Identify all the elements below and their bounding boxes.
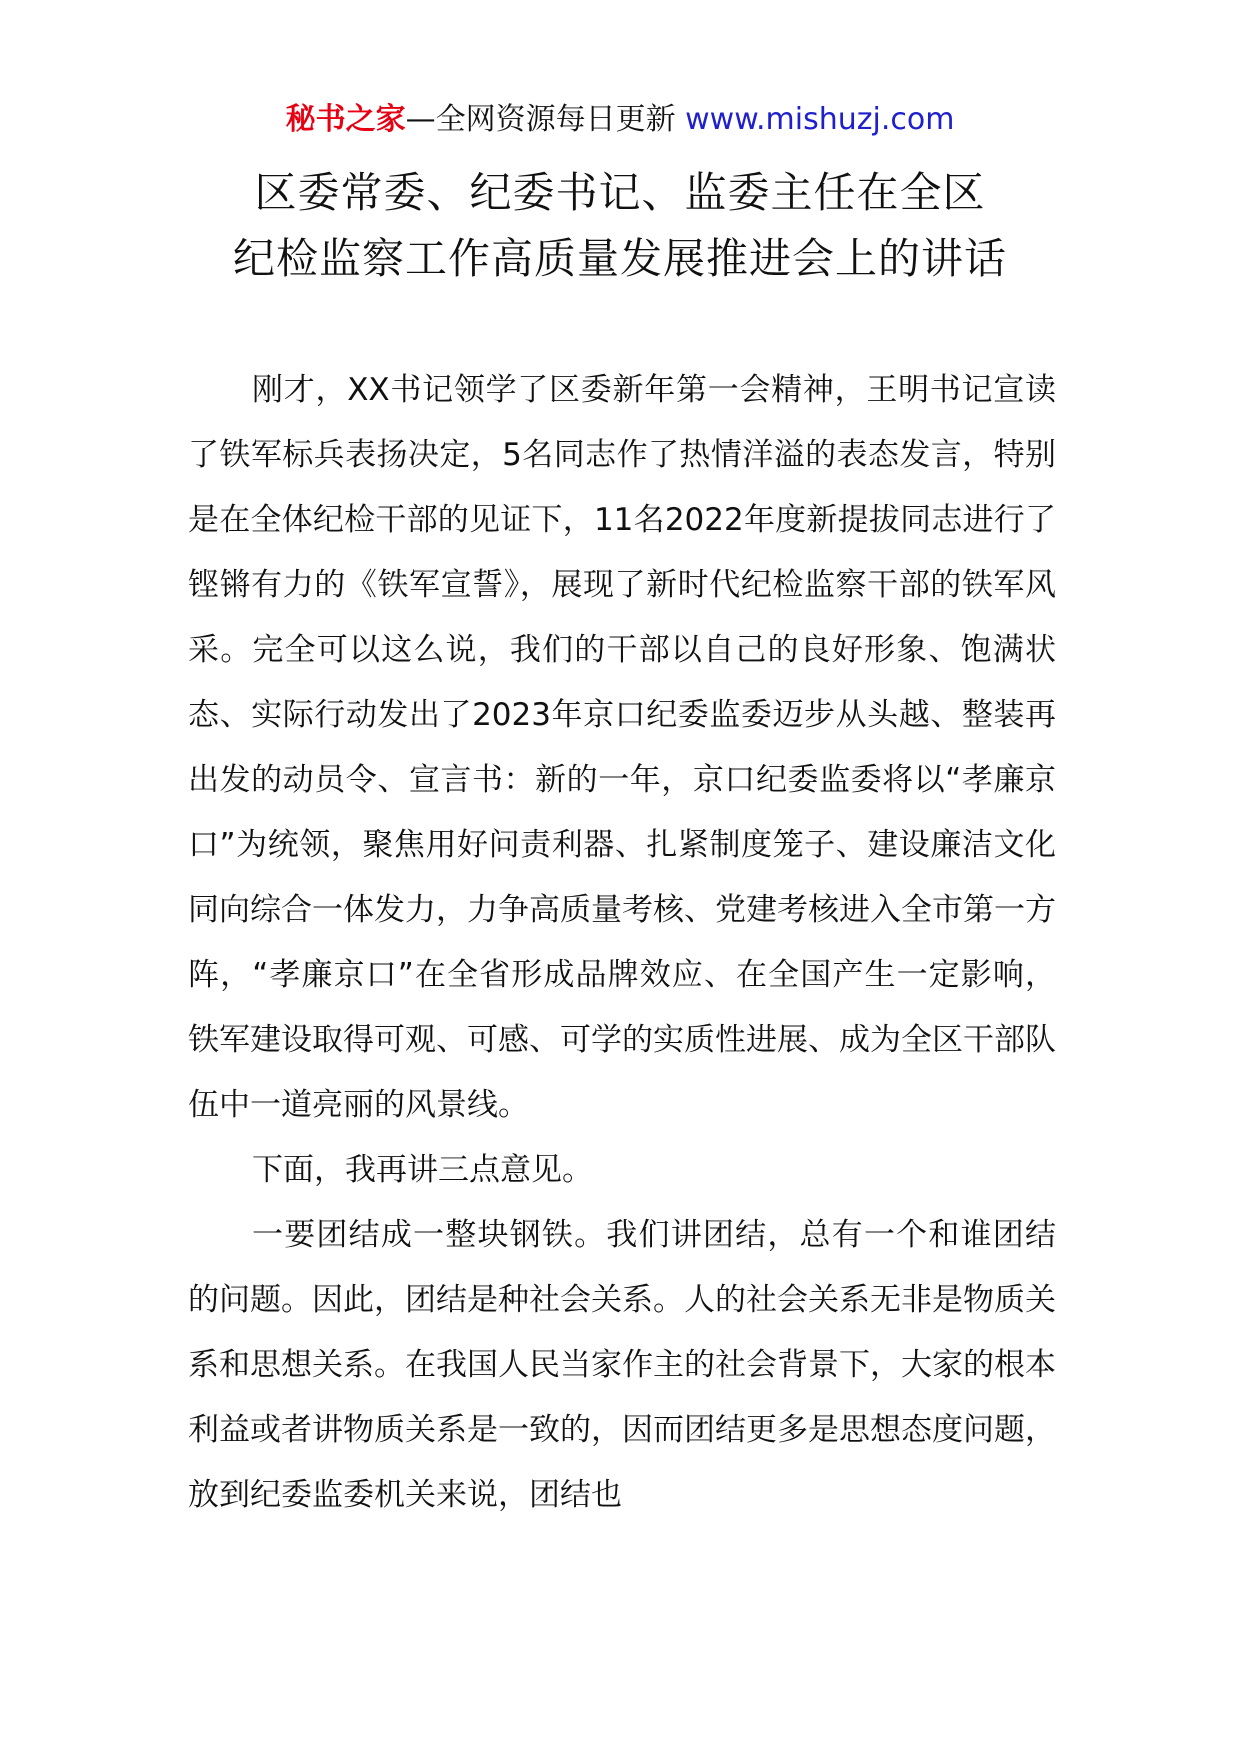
title-line-1: 区委常委、纪委书记、监委主任在全区	[254, 168, 986, 217]
header-tagline: —全网资源每日更新	[405, 102, 686, 137]
document-body	[188, 358, 1056, 1528]
brand-name: 秘书之家	[285, 102, 406, 137]
paragraph-3: 一要团结成一整块钢铁。我们讲团结，总有一个和谁团结的问题。因此，团结是种社会关系。人的社会关系无非是物质关系和思想关系。在我国人民当家作主的社会背景下，大家的根本利益或者讲物质关系是一致的，因而团结更多是思想态度问题，放到纪委监委机关来说，团结也	[188, 1217, 1056, 1513]
title-line-2: 纪检监察工作高质量发展推进会上的讲话	[232, 234, 1007, 283]
paragraph-1: 刚才，XX书记领学了区委新年第一会精神，王明书记宣读了铁军标兵表扬决定，5名同志作了热情洋溢的表态发言，特别是在全体纪检干部的见证下，11名2022年度新提拔同志进行了铿锵有力的《铁军宣誓》，展现了新时代纪检监察干部的铁军风采。完全可以这么说，我们的干部以自己的良好形象、饱满状态、实际行动发出了2023年京口纪委监委迈步从头越、整装再出发的动员令、宣言书：新的一年，京口纪委监委将以“孝廉京口”为统领，聚焦用好问责利器、扎紧制度笼子、建设廉洁文化同向综合一体发力，力争高质量考核、党建考核进入全市第一方阵，“孝廉京口”在全省形成品牌效应、在全国产生一定影响，铁军建设取得可观、可感、可学的实质性进展、成为全区干部队伍中一道亮丽的风景线。	[188, 372, 1056, 1123]
paragraph-2: 下面，我再讲三点意见。	[252, 1152, 593, 1188]
document-title	[0, 160, 1240, 292]
site-header	[0, 98, 1240, 142]
site-url-link[interactable]: www.mishuzj.com	[685, 102, 955, 137]
